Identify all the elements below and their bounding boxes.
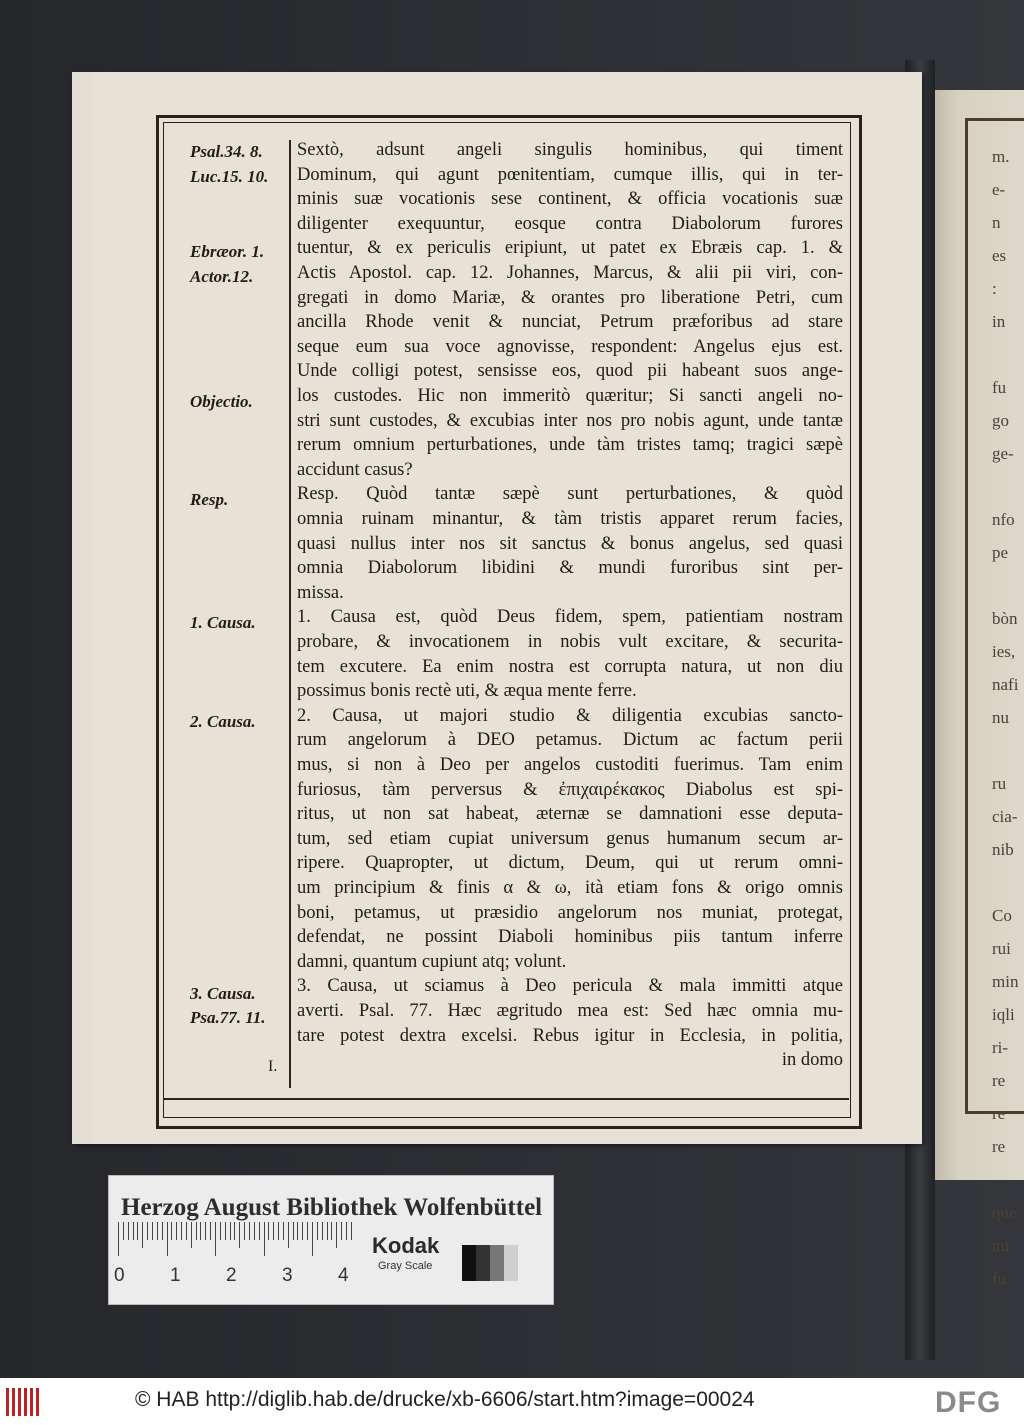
- text-line: ripere. Quapropter, ut dictum, Deum, qui ut rerum omni-: [297, 853, 843, 874]
- ruler-tick: [215, 1222, 216, 1256]
- facing-page-text: m. e- n es : in fu go ge- nfo pe bòn ies, nafi nu ru cia- nib Co rui min iqli ri- re re re que nu fu: [992, 147, 1019, 1288]
- hab-logo-icon: [6, 1388, 42, 1416]
- text-line: missa.: [297, 582, 344, 603]
- text-line: possimus bonis rectè uti, & æqua mente ferre.: [297, 681, 637, 702]
- kodak-logo: Kodak: [372, 1233, 440, 1258]
- text-line: accidunt casus?: [297, 459, 413, 480]
- ruler-tick: [123, 1222, 124, 1240]
- ruler-tick: [186, 1222, 187, 1240]
- ruler-tick: [128, 1222, 129, 1240]
- ruler-tick: [171, 1222, 172, 1240]
- text-line: boni, petamus, ut præsidio angelorum nos muniat, protegat,: [297, 902, 843, 923]
- margin-note: Actor.12.: [190, 267, 254, 286]
- ruler-tick: [268, 1222, 269, 1240]
- ruler-tick: [220, 1222, 221, 1240]
- text-line: los custodes. Hic non immeritò quæritur; Si sancti angeli no-: [297, 386, 843, 406]
- ruler-tick: [273, 1222, 274, 1240]
- ruler-tick: [331, 1222, 332, 1240]
- margin-divider: [289, 140, 291, 1088]
- ruler-number: 0: [114, 1265, 125, 1286]
- margin-note: Psal.34. 8.: [190, 142, 263, 161]
- ruler-number: 4: [338, 1265, 349, 1286]
- text-line: seque eum sua voce agnovisse, respondent: Angelus ejus est.: [297, 336, 843, 357]
- text-line: Resp. Quòd tantæ sæpè sunt perturbationes, & quòd: [297, 484, 843, 505]
- gray-swatches: [462, 1245, 522, 1281]
- text-line: omnia Diabolorum libidini & mundi furoribus sint per-: [297, 558, 843, 579]
- ruler-tick: [317, 1222, 318, 1240]
- text-line: omnia ruinam minantur, & tàm tristis apparet rerum facies,: [297, 509, 843, 529]
- ruler-number: 2: [226, 1265, 237, 1286]
- text-line: Sextò, adsunt angeli singulis hominibus, qui timent: [297, 140, 843, 160]
- swatch-gray: [490, 1245, 504, 1281]
- ruler-tick: [322, 1222, 323, 1240]
- ruler-tick: [264, 1222, 265, 1256]
- swatch-darkgray: [476, 1245, 490, 1281]
- text-line: probare, & invocationem in nobis vult excitare, & securita-: [297, 632, 843, 652]
- footer-bar: [0, 1378, 1024, 1425]
- ruler-tick: [288, 1222, 289, 1248]
- ruler-tick: [162, 1222, 163, 1240]
- margin-note: Resp.: [190, 490, 229, 509]
- ruler-tick: [176, 1222, 177, 1240]
- ruler-number: 3: [282, 1265, 293, 1286]
- margin-note: 2. Causa.: [190, 712, 256, 731]
- ruler-tick: [239, 1222, 240, 1248]
- ruler-tick: [118, 1222, 119, 1256]
- ruler-number: 1: [170, 1265, 181, 1286]
- text-line: rerum omnium perturbationes, unde tàm tristes tamq; tragici sæpè: [297, 435, 843, 456]
- ruler-scale: [118, 1222, 358, 1262]
- text-line: 3. Causa, ut sciamus à Deo pericula & mala immitti atque: [297, 976, 843, 997]
- ruler-tick: [278, 1222, 279, 1240]
- text-line: tare potest dextra excelsi. Rebus igitur in Ecclesia, in politia,: [297, 1025, 843, 1046]
- ruler-tick: [133, 1222, 134, 1240]
- ruler-tick: [293, 1222, 294, 1240]
- text-line: Dominum, qui agunt pœnitentiam, cumque illis, qui in ter-: [297, 164, 843, 185]
- text-line: 1. Causa est, quòd Deus fidem, spem, patientiam nostram: [297, 607, 843, 628]
- margin-note: Luc.15. 10.: [190, 167, 269, 186]
- ruler-tick: [244, 1222, 245, 1240]
- page-signature: I.: [268, 1058, 278, 1075]
- ruler-tick: [341, 1222, 342, 1240]
- ruler-tick: [157, 1222, 158, 1240]
- text-line: quasi nullus inter nos sit sanctus & bonus angelus, sed quasi: [297, 533, 843, 554]
- text-line: averti. Psal. 77. Hæc ægritudo mea est: Sed hæc omnia mu-: [297, 1001, 843, 1021]
- text-line: defendat, ne possint Diaboli hominibus piis tantum inferre: [297, 927, 843, 948]
- ruler-tick: [230, 1222, 231, 1240]
- ruler-tick: [191, 1222, 192, 1248]
- ruler-tick: [147, 1222, 148, 1240]
- ruler-tick: [283, 1222, 284, 1240]
- text-line: minis suæ vocationis sese continent, & officia vocationis suæ: [297, 189, 843, 210]
- text-line: rum angelorum à DEO petamus. Dictum ac factum perii: [297, 730, 843, 751]
- ruler-tick: [225, 1222, 226, 1240]
- library-name: Herzog August Bibliothek Wolfenbüttel: [121, 1194, 543, 1221]
- ruler-tick: [234, 1222, 235, 1240]
- ruler-tick: [327, 1222, 328, 1240]
- ruler-tick: [167, 1222, 168, 1256]
- ruler-tick: [142, 1222, 143, 1248]
- text-line: furiosus, tàm perversus & ἐπιχαιρέκακος Diabolus est spi-: [297, 779, 843, 800]
- ruler-tick: [196, 1222, 197, 1240]
- text-line: tum, sed etiam cupiat universum genus humanum secum ar-: [297, 828, 843, 849]
- text-line: um principium & finis α & ω, ità etiam fons & origo omnis: [297, 878, 843, 898]
- text-line: tuentur, & ex periculis eripiunt, ut patet ex Ebræis cap. 1. &: [297, 238, 843, 259]
- text-line: ritus, ut non sat habeat, æternæ se damnationi esse deputa-: [297, 804, 843, 825]
- text-line: damni, quantum cupiunt atq; volunt.: [297, 951, 567, 972]
- ruler-tick: [307, 1222, 308, 1240]
- ruler-tick: [302, 1222, 303, 1240]
- text-line: tem excutere. Ea enim nostra est corrupta natura, ut non diu: [297, 656, 843, 677]
- ruler-tick: [351, 1222, 352, 1240]
- ruler-tick: [152, 1222, 153, 1240]
- text-line: gregati in domo Mariæ, & orantes pro liberatione Petri, cum: [297, 287, 843, 308]
- dfg-logo: DFG: [935, 1386, 1002, 1419]
- margin-note: Objectio.: [190, 392, 253, 411]
- ruler-tick: [259, 1222, 260, 1240]
- margin-note: Psa.77. 11.: [190, 1008, 266, 1027]
- margin-note: Ebræor. 1.: [190, 242, 265, 261]
- page-border-rule: [163, 1098, 849, 1100]
- ruler-tick: [210, 1222, 211, 1240]
- swatch-lightgray: [504, 1245, 518, 1281]
- swatch-black: [462, 1245, 476, 1281]
- ruler-tick: [254, 1222, 255, 1240]
- text-line: diligenter exequuntur, eosque contra Diabolorum furores: [297, 213, 843, 234]
- ruler-tick: [346, 1222, 347, 1240]
- text-line: mus, si non à Deo per angelos custoditi fuerimus. Tam enim: [297, 755, 843, 775]
- ruler-tick: [312, 1222, 313, 1256]
- footer-url[interactable]: © HAB http://diglib.hab.de/drucke/xb-6606/start.htm?image=00024: [135, 1388, 755, 1411]
- text-line: Unde colligi potest, sensisse eos, quod pii habeant suos ange-: [297, 361, 843, 382]
- ruler-tick: [205, 1222, 206, 1240]
- ruler-tick: [200, 1222, 201, 1240]
- kodak-subtitle: Gray Scale: [378, 1260, 433, 1272]
- ruler-tick: [249, 1222, 250, 1240]
- text-line: ancilla Rhode venit & nunciat, Petrum præforibus ad stare: [297, 312, 843, 333]
- text-line: stri sunt custodes, & excubias inter nos pro nobis agunt, unde tantæ: [297, 410, 843, 431]
- ruler-tick: [336, 1222, 337, 1248]
- ruler-tick: [137, 1222, 138, 1240]
- ruler-tick: [297, 1222, 298, 1240]
- text-line: Actis Apostol. cap. 12. Johannes, Marcus, & alii pii viri, con-: [297, 263, 843, 283]
- text-line: 2. Causa, ut majori studio & diligentia excubias sancto-: [297, 705, 843, 726]
- text-line: in domo: [781, 1050, 843, 1071]
- margin-note: 3. Causa.: [190, 984, 256, 1003]
- ruler-tick: [181, 1222, 182, 1240]
- margin-note: 1. Causa.: [190, 613, 256, 632]
